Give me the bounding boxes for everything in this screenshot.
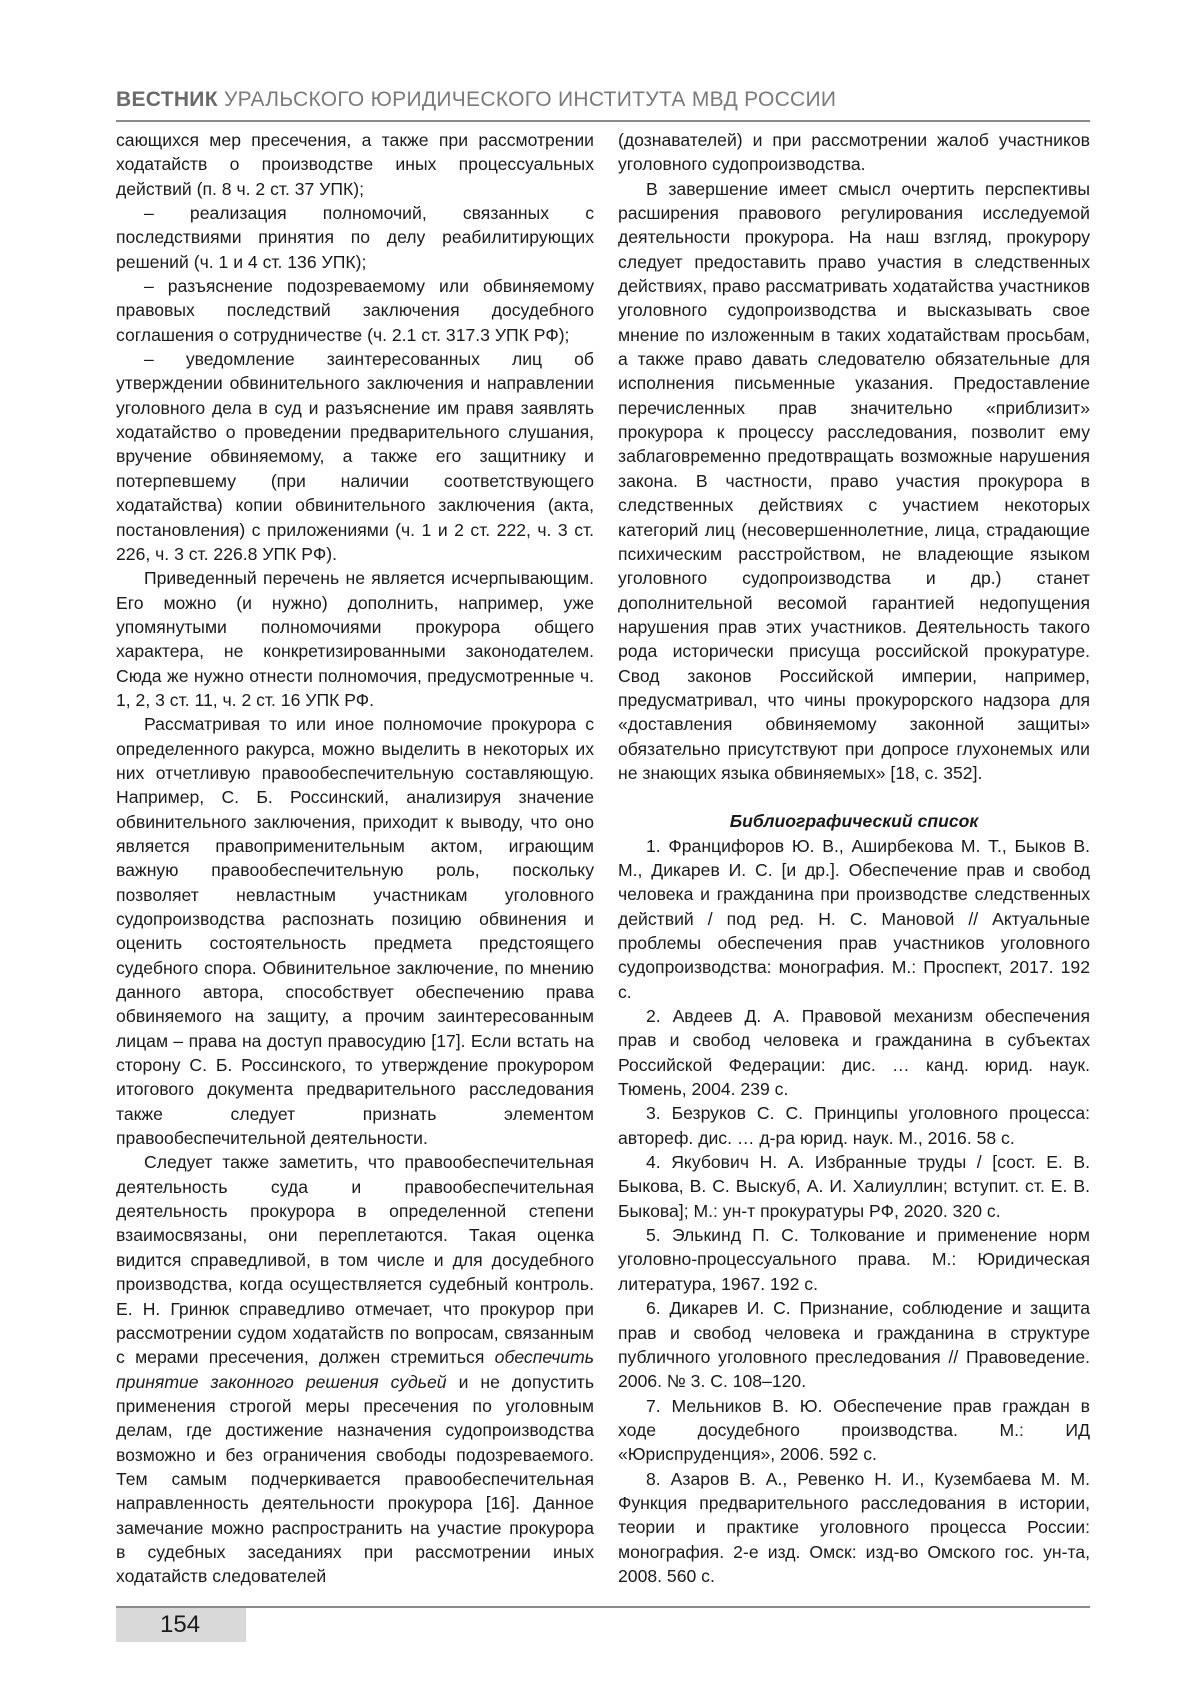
paragraph: – уведомление заинтересованных лиц об утверждении обвинительного заключения и направлении уголовного дела в суд и разъяснение им правя заявлять ходатайство о проведении предварительного слушания, вручение обвиняемому, а также его защитнику и потерпевшему (при наличии соответствующего ходатайства) копии обвинительного заключения (акта, постановления) с приложениями (ч. 1 и 2 ст. 222, ч. 3 ст. 226, ч. 3 ст. 226.8 УПК РФ).	[116, 349, 594, 564]
running-header	[116, 86, 1090, 122]
reference-item: 7. Мельников В. Ю. Обеспечение прав граждан в ходе досудебного производства. М.: ИД «Юриспруденция», 2006. 592 с.	[618, 1395, 1090, 1465]
left-column	[116, 128, 594, 1589]
paragraph-italic-text: обеспечить принятие законного решения судьей	[116, 1347, 594, 1392]
footer-rule	[116, 1606, 1090, 1608]
right-column	[618, 128, 1090, 1588]
journal-title	[116, 88, 836, 112]
paragraph: – разъяснение подозреваемому или обвиняемому правовых последствий заключения досудебного соглашения о сотрудничестве (ч. 2.1 ст. 317.3 УПК РФ);	[116, 276, 594, 345]
page-number: 154	[160, 1611, 201, 1638]
paragraph: В завершение имеет смысл очертить перспективы расширения правового регулирования исследуемой деятельности прокурора. На наш взгляд, прокурору следует предоставить право участия в следственных действиях, право рассматривать ходатайства участников уголовного судопроизводства и высказывать свое мнение по изложенным в таких ходатайствам просьбам, а также право давать следователю обязательные для исполнения письменные указания. Предоставление перечисленных прав значительно «приблизит» прокурора к процессу расследования, позволит ему заблаговременно предотвращать возможные нарушения закона. В частности, право участия прокурора в следственных действиях с участием некоторых категорий лиц (несовершеннолетние, лица, страдающие психическим расстройством, не владеющие языком уголовного судопроизводства и др.) станет дополнительной весомой гарантией недопущения нарушения прав этих участников. Деятельность такого рода исторически присуща российской прокуратуре. Свод законов Российской империи, например, предусматривал, что чины прокурорского надзора для «доставления обвиняемому законной защиты» обязательно присутствуют при допросе глухонемых или не знающих языка обвиняемых» [18, с. 352].	[618, 178, 1090, 783]
reference-item: 5. Элькинд П. С. Толкование и применение норм уголовно-процессуального права. М.: Юридическая литература, 1967. 192 с.	[618, 1225, 1090, 1294]
references-title: Библиографический список	[729, 811, 979, 832]
reference-item: 1. Францифоров Ю. В., Аширбекова М. Т., Быков В. М., Дикарев И. С. [и др.]. Обеспечение прав и свобод человека и гражданина при производстве следственных действий / под ред. Н. С. Мановой // Актуальные проблемы обеспечения прав участников уголовного судопроизводства: монография. М.: Проспект, 2017. 192 с.	[618, 835, 1090, 1002]
reference-item: 4. Якубович Н. А. Избранные труды / [сост. Е. В. Быкова, В. С. Выскуб, А. И. Халиуллин; вступит. ст. Е. В. Быкова]; М.: ун-т прокуратуры РФ, 2020. 320 с.	[618, 1152, 1090, 1221]
paragraph	[116, 1150, 594, 1588]
paragraph: (дознавателей) и при рассмотрении жалоб участников уголовного судопроизводства.	[618, 130, 1090, 175]
reference-item: 8. Азаров В. А., Ревенко Н. И., Кузембаева М. М. Функция предварительного расследования в истории, теории и практике уголовного процесса России: монография. 2-е изд. Омск: изд-во Омского гос. ун-та, 2008. 560 с.	[618, 1468, 1090, 1586]
reference-item: 2. Авдеев Д. А. Правовой механизм обеспечения прав и свобод человека и гражданина в субъектах Российской Федерации: дис. … канд. юрид. наук. Тюмень, 2004. 239 с.	[618, 1006, 1090, 1100]
paragraph-text: и не допустить применения строгой меры пресечения по уголовным делам, где достижение назначения судопроизводства возможно и без ограничения свободы подозреваемого. Тем самым подчеркивается правообеспечительная направленность деятельности прокурора [16]. Данное замечание можно распространить на участие прокурора в судебных заседаниях при рассмотрении иных ходатайств следователей	[116, 1371, 594, 1587]
page-number-box	[116, 1608, 246, 1642]
reference-item: 3. Безруков С. С. Принципы уголовного процесса: автореф. дис. … д-ра юрид. наук. М., 2016. 58 с.	[618, 1103, 1090, 1148]
reference-item: 6. Дикарев И. С. Признание, соблюдение и защита прав и свобод человека и гражданина в структуре публичного уголовного преследования // Правоведение. 2006. № 3. С. 108–120.	[618, 1298, 1090, 1392]
paragraph: Рассматривая то или иное полномочие прокурора с определенного ракурса, можно выделить в некоторых их них отчетливую правообеспечительную составляющую. Например, С. Б. Россинский, анализируя значение обвинительного заключения, приходит к выводу, что оно является правоприменительным актом, играющим важную правообеспечительную роль, поскольку позволяет невластным участникам уголовного судопроизводства распознать позицию обвинения и оценить состоятельность предмета предстоящего судебного спора. Обвинительное заключение, по мнению данного автора, способствует обеспечению права обвиняемого на защиту, а прочим заинтересованным лицам – права на доступ правосудию [17]. Если встать на сторону С. Б. Россинского, то утверждение прокурором итогового документа предварительного расследования также следует признать элементом правообеспечительной деятельности.	[116, 714, 594, 1149]
paragraph-text: Следует также заметить, что правообеспечительная деятельность суда и правообеспечительная деятельность прокурора в определенной степени взаимосвязаны, они переплетаются. Такая оценка видится справедливой, в том числе и для досудебного производства, когда осуществляется судебный контроль. Е. Н. Гринюк справедливо отмечает, что прокурор при рассмотрении судом ходатайств по вопросам, связанным с мерами пресечения, должен стремиться	[116, 1152, 594, 1368]
paragraph: – реализация полномочий, связанных с последствиями принятия по делу реабилитирующих решений (ч. 1 и 4 ст. 136 УПК);	[116, 203, 594, 272]
journal-title-rest: УРАЛЬСКОГО ЮРИДИЧЕСКОГО ИНСТИТУТА МВД РОССИИ	[217, 88, 837, 111]
paragraph: сающихся мер пресечения, а также при рассмотрении ходатайств о производстве иных процессуальных действий (п. 8 ч. 2 ст. 37 УПК);	[116, 130, 594, 199]
paragraph: Приведенный перечень не является исчерпывающим. Его можно (и нужно) дополнить, например, уже упомянутыми полномочиями прокурора общего характера, не конкретизированными законодателем. Сюда же нужно отнести полномочия, предусмотренные ч. 1, 2, 3 ст. 11, ч. 2 ст. 16 УПК РФ.	[116, 568, 594, 710]
journal-title-bold: ВЕСТНИК	[116, 88, 218, 111]
